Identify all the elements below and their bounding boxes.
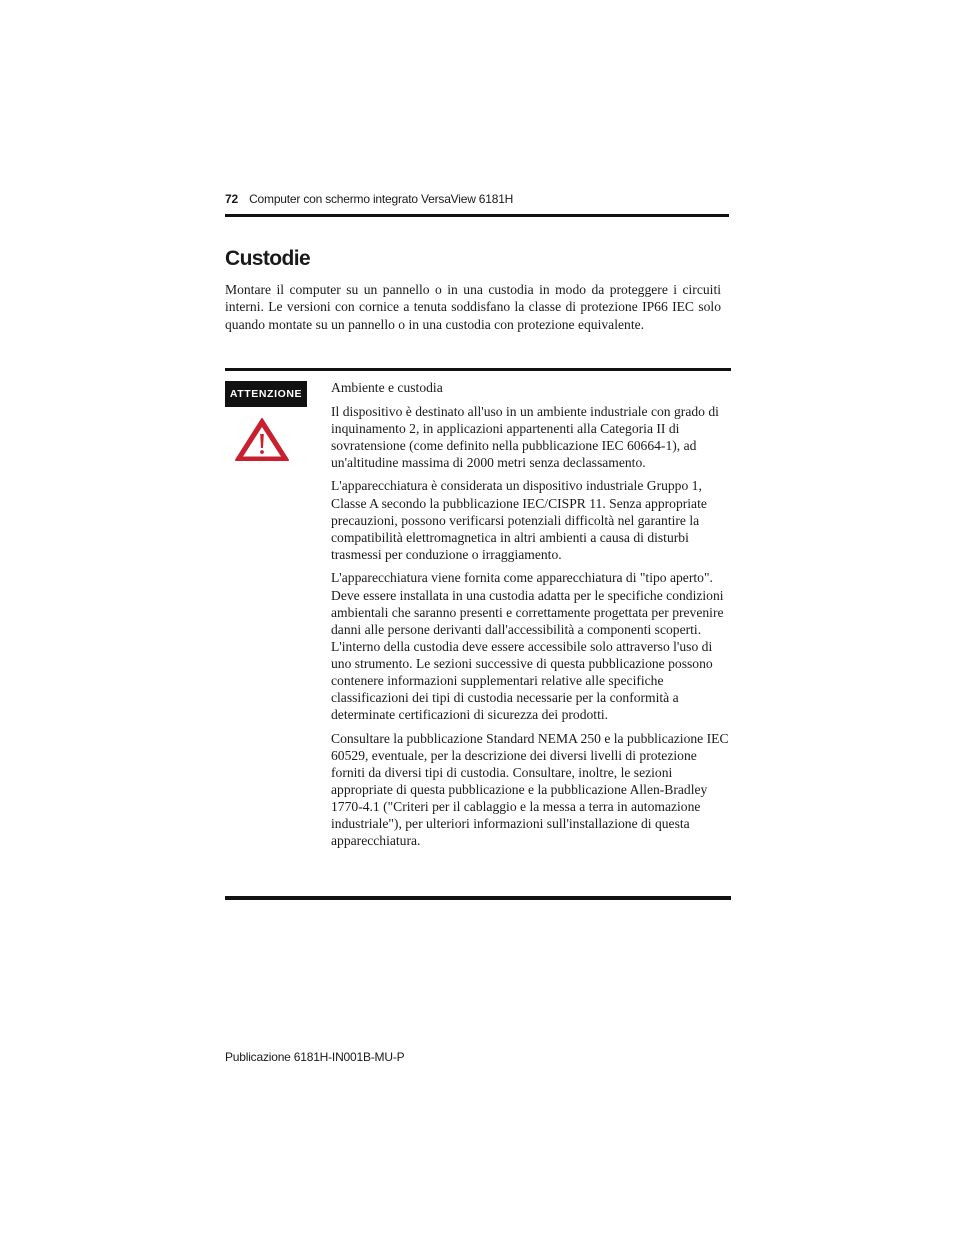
- page-footer: Publicazione 6181H-IN001B-MU-P: [225, 1050, 405, 1064]
- warning-triangle-icon: [234, 417, 290, 462]
- attention-paragraph: L'apparecchiatura è considerata un dispositivo industriale Gruppo 1, Classe A secondo la pubblicazione IEC/CISPR 11. Senza appropriate precauzioni, possono verificarsi potenziali difficoltà nel garantire la compatibilità elettromagnetica in altri ambienti a causa di disturbi trasmessi per conduzione o irraggiamento.: [331, 478, 707, 562]
- page-number: 72: [225, 192, 238, 206]
- attention-paragraph: L'apparecchiatura viene fornita come apparecchiatura di "tipo aperto". Deve essere installata in una custodia adatta per le specifiche condizioni ambientali che saranno presenti e correttamente progettata per prevenire danni alle persone derivanti dall'accessibilità a componenti scoperti. L'interno della custodia deve essere accessibile solo attraverso l'uso di uno strumento. Le sezioni successive di questa pubblicazione possono contenere informazioni supplementari relative alle specifiche classificazioni dei tipi di custodia necessarie per la conformità a determinate certificazioni di sicurezza dei prodotti.: [331, 570, 724, 723]
- attention-box-top-rule: [225, 368, 731, 371]
- document-title: Computer con schermo integrato VersaView 6181H: [249, 192, 514, 206]
- attention-box-bottom-rule: [225, 896, 731, 900]
- attention-body: [331, 379, 729, 856]
- intro-paragraph: Montare il computer su un pannello o in una custodia in modo da proteggere i circuiti interni. Le versioni con cornice a tenuta soddisfano la classe di protezione IP66 IEC solo quando montate su un pannello o in una custodia con protezione equivalente.: [225, 282, 721, 332]
- attention-badge: ATTENZIONE: [225, 381, 307, 407]
- attention-heading: Ambiente e custodia: [331, 380, 443, 395]
- attention-paragraph: Il dispositivo è destinato all'uso in un ambiente industriale con grado di inquinamento 2, in applicazioni appartenenti alla Categoria II di sovratensione (come definito nella pubblicazione IEC 60664-1), ad un'altitudine massima di 2000 metri senza declassamento.: [331, 403, 719, 470]
- section-title: Custodie: [225, 247, 311, 270]
- page-header: [225, 192, 729, 206]
- header-rule: [225, 214, 729, 217]
- attention-paragraph: Consultare la pubblicazione Standard NEMA 250 e la pubblicazione IEC 60529, eventuale, per la descrizione dei diversi livelli di protezione forniti da diversi tipi di custodia. Consultare, inoltre, le sezioni appropriate di questa pubblicazione e la pubblicazione Allen-Bradley 1770-4.1 ("Criteri per il cablaggio e la messa a terra in automazione industriale"), per ulteriori informazioni sull'installazione di questa apparecchiatura.: [331, 730, 729, 849]
